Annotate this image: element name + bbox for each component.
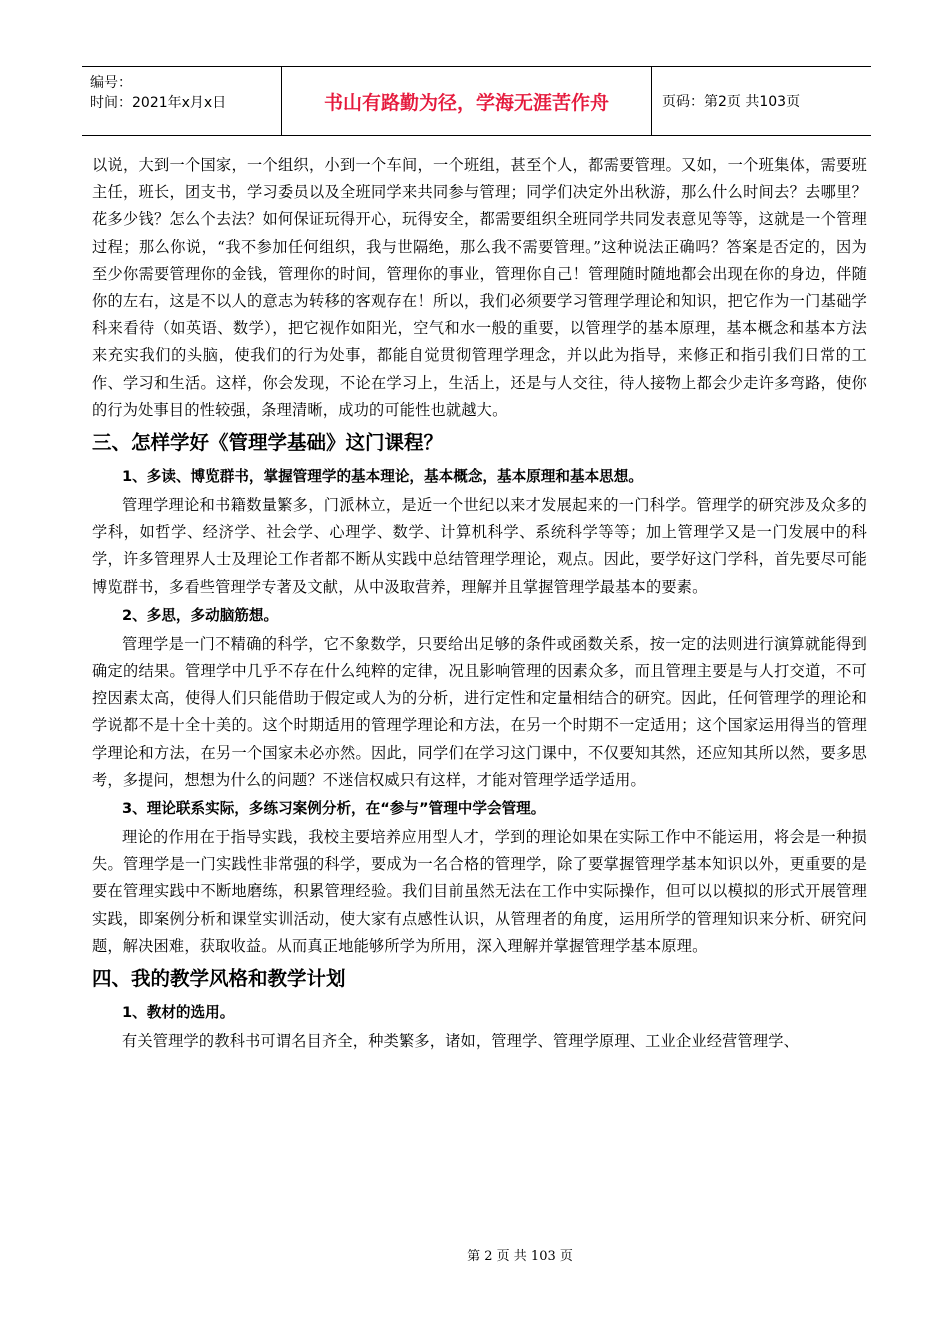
paragraph-3: 理论的作用在于指导实践，我校主要培养应用型人才，学到的理论如果在实际工作中不能运用，将会是一种损失。管理学是一门实践性非常强的科学，要成为一名合格的管理学，除了要掌握管理学基本知识以外，更重要的是要在管理实践中不断地磨练，积累管理经验。我们目前虽然无法在工作中实际操作，但可以以模拟的形式开展管理实践，即案例分析和课堂实训活动，使大家有点感性认识，从管理者的角度，运用所学的管理知识来分析、研究问题，解决困难，获取收益。从而真正地能够所学为所用，深入理解并掌握管理学基本原理。 — [92, 828, 867, 955]
subheading-1: 1、多读、博览群书，掌握管理学的基本理论，基本概念，基本原理和基本思想。 — [122, 468, 643, 486]
page-footer: 第 2 页 共 103 页 — [467, 1249, 573, 1264]
intro-paragraph: 以说，大到一个国家，一个组织，小到一个车间，一个班组，甚至个人，都需要管理。又如，一个班集体，需要班主任，班长，团支书，学习委员以及全班同学来共同参与管理；同学们决定外出秋游，那么什么时间去？去哪里？花多少钱？怎么个去法？如何保证玩得开心，玩得安全，都需要组织全班同学共同发表意见等等，这就是一个管理过程；那么你说，“我不参加任何组织，我与世隔绝，那么我不需要管理。”这种说法正确吗？答案是否定的，因为至少你需要管理你的金钱，管理你的时间，管理你的事业，管理你自己！管理随时随地都会出现在你的身边，伴随你的左右，这是不以人的意志为转移的客观存在！所以，我们必须要学习管理学理论和知识，把它作为一门基础学科来看待（如英语、数学），把它视作如阳光，空气和水一般的重要，以管理学的基本原理，基本概念和基本方法来充实我们的头脑，使我们的行为处事，都能自觉贯彻管理学理念，并以此为指导，来修正和指引我们日常的工作、学习和生活。这样，你会发现，不论在学习上，生活上，还是与人交往，待人接物上都会少走许多弯路，使你的行为处事目的性较强，条理清晰，成功的可能性也就越大。 — [92, 156, 867, 419]
subheading-4: 1、教材的选用。 — [122, 1004, 235, 1022]
document-time-label: 时间：2021年x月x日 — [90, 95, 227, 111]
header-motto: 书山有路勤为径，学海无涯苦作舟 — [282, 67, 652, 135]
document-number-label: 编号： — [90, 75, 132, 91]
paragraph-4: 有关管理学的教科书可谓名目齐全，种类繁多，诸如，管理学、管理学原理、工业企业经营管理学、 — [122, 1032, 800, 1051]
page-header — [82, 66, 871, 136]
section-heading-4: 四、我的教学风格和教学计划 — [92, 967, 346, 991]
section-heading-3: 三、怎样学好《管理学基础》这门课程？ — [92, 431, 444, 455]
header-page-label: 页码：第2页 共103页 — [662, 94, 801, 110]
subheading-3: 3、理论联系实际，多练习案例分析，在“参与”管理中学会管理。 — [122, 800, 546, 818]
paragraph-1: 管理学理论和书籍数量繁多，门派林立，是近一个世纪以来才发展起来的一门科学。管理学的研究涉及众多的学科，如哲学、经济学、社会学、心理学、数学、计算机科学、系统科学等等；加上管理学又是一门发展中的科学，许多管理界人士及理论工作者都不断从实践中总结管理学理论，观点。因此，要学好这门学科，首先要尽可能博览群书，多看些管理学专著及文献，从中汲取营养，理解并且掌握管理学最基本的要素。 — [92, 496, 867, 596]
document-body — [92, 152, 867, 1055]
paragraph-2: 管理学是一门不精确的科学，它不象数学，只要给出足够的条件或函数关系，按一定的法则进行演算就能得到确定的结果。管理学中几乎不存在什么纯粹的定律，况且影响管理的因素众多，而且管理主要是与人打交道，不可控因素太高，使得人们只能借助于假定或人为的分析，进行定性和定量相结合的研究。因此，任何管理学的理论和学说都不是十全十美的。这个时期适用的管理学理论和方法，在另一个时期不一定适用；这个国家运用得当的管理学理论和方法，在另一个国家未必亦然。因此，同学们在学习这门课中，不仅要知其然，还应知其所以然，要多思考，多提问，想想为什么的问题？不迷信权威只有这样，才能对管理学适学适用。 — [92, 634, 867, 789]
subheading-2: 2、多思，多动脑筋想。 — [122, 606, 279, 624]
header-meta — [82, 67, 282, 135]
